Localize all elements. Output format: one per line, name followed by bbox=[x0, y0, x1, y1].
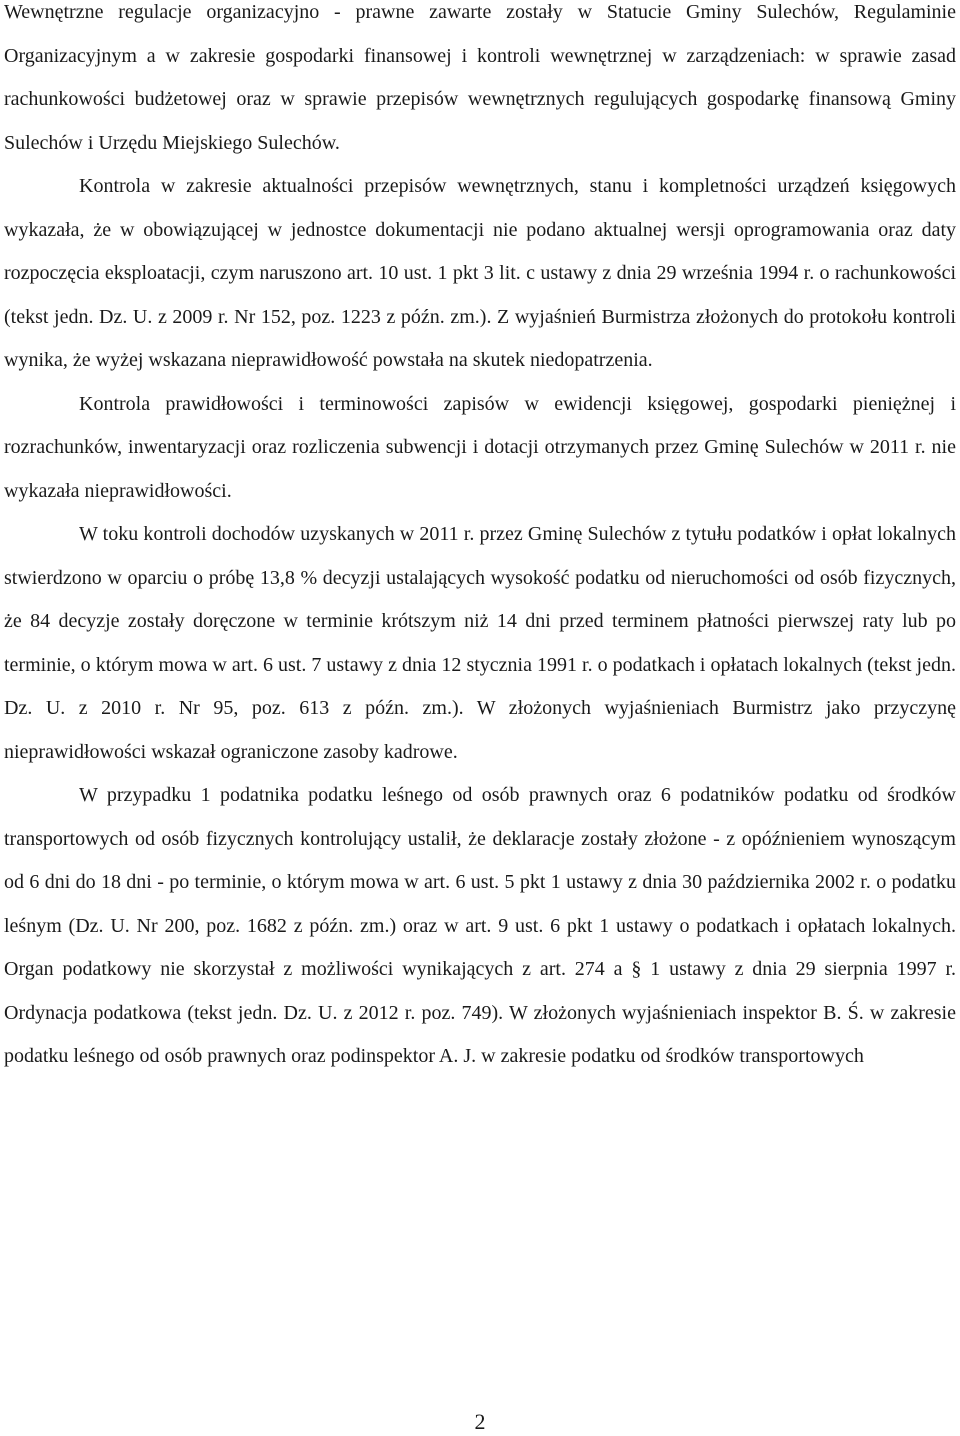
page-number: 2 bbox=[474, 1409, 486, 1434]
paragraph-internal-regulations: Wewnętrzne regulacje organizacyjno - prawne zawarte zostały w Statucie Gminy Sulechów, Regulaminie Organizacyjnym a w zakresie gospodarki finansowej i kontroli wewnętrznej w zarządzeniach: w sprawie zasad rachunkowości budżetowej oraz w sprawie przepisów wewnętrznych regulujących gospodarkę finansową Gminy Sulechów i Urzędu Miejskiego Sulechów. bbox=[4, 1, 956, 154]
paragraph-records-control: Kontrola prawidłowości i terminowości zapisów w ewidencji księgowej, gospodarki pieniężnej i rozrachunków, inwentaryzacji oraz rozliczenia subwencji i dotacji otrzymanych przez Gminę Sulechów w 2011 r. nie wykazała nieprawidłowości. bbox=[4, 392, 956, 502]
paragraph-tax-declarations: W przypadku 1 podatnika podatku leśnego od osób prawnych oraz 6 podatników podatku od środków transportowych od osób fizycznych kontrolujący ustalił, że deklaracje zostały złożone - z opóźnieniem wynoszącym od 6 dni do 18 dni - po terminie, o którym mowa w art. 6 ust. 5 pkt 1 ustawy z dnia 30 października 2002 r. o podatku leśnym (Dz. U. Nr 200, poz. 1682 z późn. zm.) oraz w art. 9 ust. 6 pkt 1 ustawy o podatkach i opłatach lokalnych. Organ podatkowy nie skorzystał z możliwości wynikających z art. 274 a § 1 ustawy z dnia 29 sierpnia 1997 r. Ordynacja podatkowa (tekst jedn. Dz. U. z 2012 r. poz. 749). W złożonych wyjaśnieniach inspektor B. Ś. w zakresie podatku leśnego od osób prawnych oraz podinspektor A. J. w zakresie podatku od środków transportowych bbox=[4, 784, 956, 1067]
paragraph-tax-income-control: W toku kontroli dochodów uzyskanych w 2011 r. przez Gminę Sulechów z tytułu podatków i opłat lokalnych stwierdzono w oparciu o próbę 13,8 % decyzji ustalających wysokość podatku od nieruchomości od osób fizycznych, że 84 decyzje zostały doręczone w terminie krótszym niż 14 dni przed terminem płatności pierwszej raty lub po terminie, o którym mowa w art. 6 ust. 7 ustawy z dnia 12 stycznia 1991 r. o podatkach i opłatach lokalnych (tekst jedn. Dz. U. z 2010 r. Nr 95, poz. 613 z późn. zm.). W złożonych wyjaśnieniach Burmistrz jako przyczynę nieprawidłowości wskazał ograniczone zasoby kadrowe. bbox=[4, 523, 956, 763]
paragraph-accounting-control: Kontrola w zakresie aktualności przepisów wewnętrznych, stanu i kompletności urządzeń księgowych wykazała, że w obowiązującej w jednostce dokumentacji nie podano aktualnej wersji oprogramowania oraz daty rozpoczęcia eksploatacji, czym naruszono art. 10 ust. 1 pkt 3 lit. c ustawy z dnia 29 września 1994 r. o rachunkowości (tekst jedn. Dz. U. z 2009 r. Nr 152, poz. 1223 z późn. zm.). Z wyjaśnień Burmistrza złożonych do protokołu kontroli wynika, że wyżej wskazana nieprawidłowość powstała na skutek niedopatrzenia. bbox=[4, 175, 956, 371]
